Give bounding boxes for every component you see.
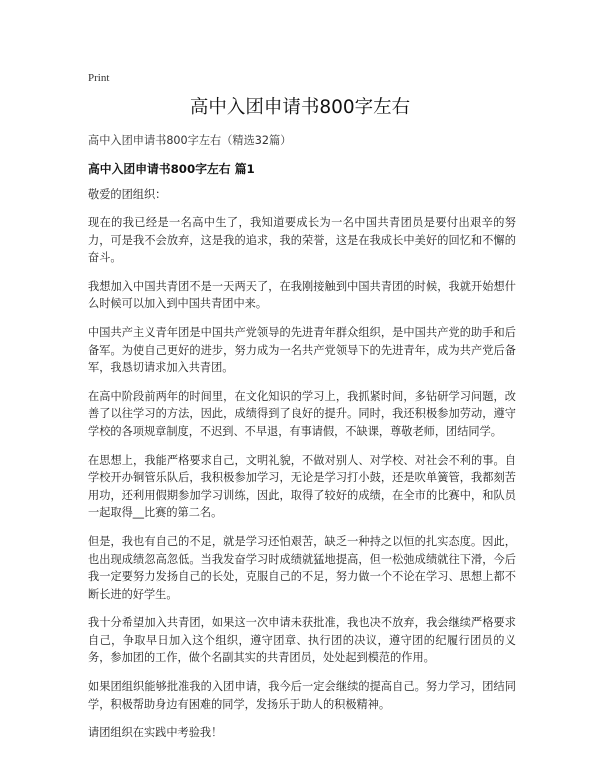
paragraph-2: 我想加入中国共青团不是一天两天了，在我刚接触到中国共青团的时候，我就开始想什么时候可以加入到中国共青团中来。 xyxy=(88,279,516,311)
section-heading: 高中入团申请书800字左右 篇1 xyxy=(88,162,255,176)
page-title: 高中入团申请书800字左右 xyxy=(189,97,411,118)
letter-body xyxy=(88,186,516,753)
paragraph-7: 我十分希望加入共青团，如果这一次申请未获批准，我也决不放弃，我会继续严格要求自己，争取早日加入这个组织，遵守团章、执行团的决议，遵守团的纪履行团员的义务，参加团的工作，做个名副其实的共青团员，处处起到模范的作用。 xyxy=(88,616,516,665)
paragraph-8: 如果团组织能够批准我的入团申请，我今后一定会继续的提高自己。努力学习，团结同学，积极帮助身边有困难的同学，发扬乐于助人的积极精神。 xyxy=(88,680,516,711)
paragraph-9: 请团组织在实践中考验我！ xyxy=(88,726,223,740)
document-subtitle: 高中入团申请书800字左右（精选32篇） xyxy=(88,134,292,147)
paragraph-5: 在思想上，我能严格要求自己，文明礼貌，不做对别人、对学校、对社会不利的事。自学校开办铜管乐队后，我积极参加学习，无论是学习打小鼓，还是吹单簧管，我都刻苦用功，还利用假期参加学习训练，因此，取得了较好的成绩，在全市的比赛中，和队员一起取得__比赛的第二名。 xyxy=(88,453,516,520)
paragraph-6: 但是，我也有自己的不足，就是学习还怕艰苦，缺乏一种持之以恒的扎实态度。因此，也出现成绩忽高忽低。当我发奋学习时成绩就猛地提高，但一松弛成绩就往下滑，今后我一定要努力发扬自己的长处，克服自己的不足，努力做一个不论在学习、思想上都不断长进的好学生。 xyxy=(88,534,516,601)
paragraph-4: 在高中阶段前两年的时间里，在文化知识的学习上，我抓紧时间，多钻研学习问题，改善了以往学习的方法，因此，成绩得到了良好的提升。同时，我还积极参加劳动，遵守学校的各项规章制度，不迟到、不早退，有事请假，不缺课，尊敬老师，团结同学。 xyxy=(88,389,516,438)
print-link[interactable]: Print xyxy=(88,72,110,84)
paragraph-1: 现在的我已经是一名高中生了，我知道要成长为一名中国共青团员是要付出艰辛的努力，可是我不会放弃，这是我的追求，我的荣誉，这是在我成长中美好的回忆和不懈的奋斗。 xyxy=(88,216,516,265)
paragraph-3: 中国共产主义青年团是中国共产党领导的先进青年群众组织，是中国共产党的助手和后备军。为使自己更好的进步，努力成为一名共产党领导下的先进青年，成为共产党后备军，我恳切请求加入共青团。 xyxy=(88,325,516,375)
salutation: 敬爱的团组织： xyxy=(88,188,167,201)
